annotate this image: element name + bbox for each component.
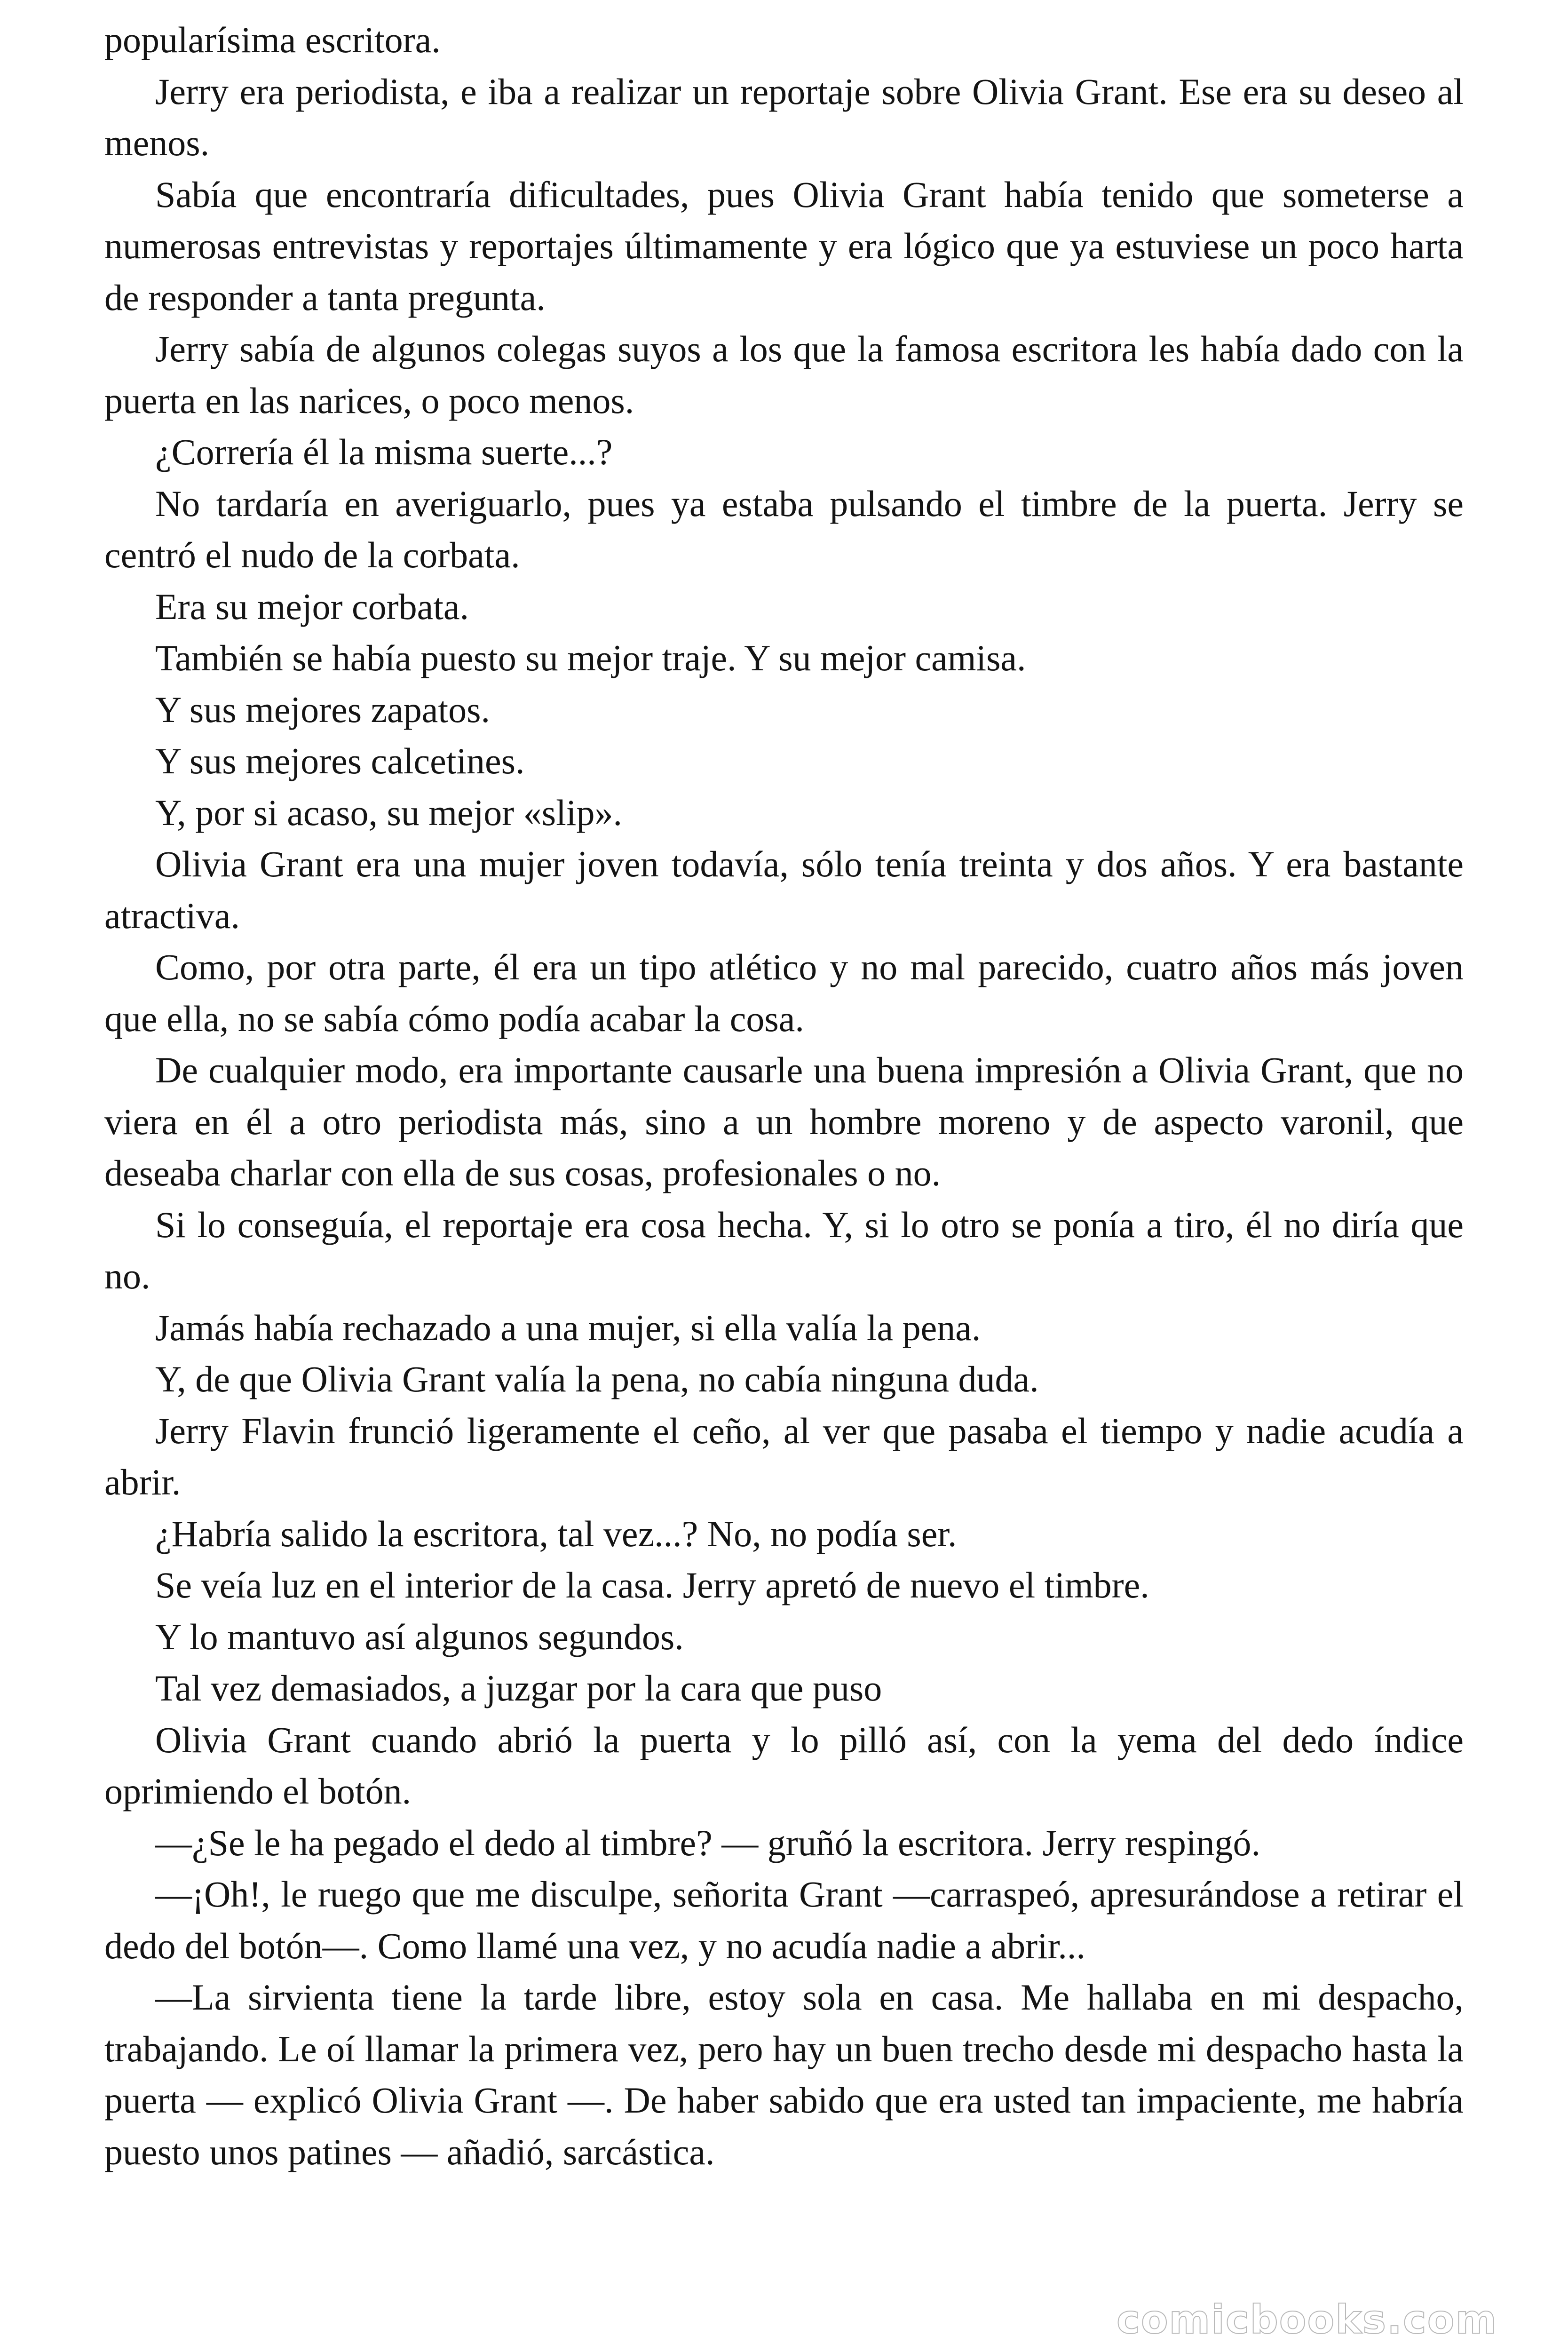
paragraph-18: Jerry Flavin frunció ligeramente el ceño, al ver que pasaba el tiempo y nadie acudía a abrir.	[104, 1410, 1464, 1502]
paragraph-22: Tal vez demasiados, a juzgar por la cara que puso	[155, 1668, 882, 1708]
paragraph-25: —¡Oh!, le ruego que me disculpe, señorita Grant —carraspeó, apresurándose a retirar el dedo del botón—. Como llamé una vez, y no acudía nadie a abrir...	[104, 1874, 1464, 1966]
paragraph-2: Jerry era periodista, e iba a realizar un reportaje sobre Olivia Grant. Ese era su deseo al menos.	[104, 71, 1464, 163]
paragraph-9: Y sus mejores zapatos.	[155, 689, 490, 730]
paragraph-24: —¿Se le ha pegado el dedo al timbre? — gruñó la escritora. Jerry respingó.	[155, 1822, 1261, 1863]
paragraph-15: Si lo conseguía, el reportaje era cosa hecha. Y, si lo otro se ponía a tiro, él no diría que no.	[104, 1204, 1464, 1296]
paragraph-5: ¿Correría él la misma suerte...?	[155, 431, 613, 472]
paragraph-6: No tardaría en averiguarlo, pues ya estaba pulsando el timbre de la puerta. Jerry se centró el nudo de la corbata.	[104, 483, 1464, 575]
paragraph-12: Olivia Grant era una mujer joven todavía, sólo tenía treinta y dos años. Y era bastante atractiva.	[104, 843, 1464, 936]
paragraph-13: Como, por otra parte, él era un tipo atlético y no mal parecido, cuatro años más joven que ella, no se sabía cómo podía acabar la cosa.	[104, 946, 1464, 1039]
paragraph-3: Sabía que encontraría dificultades, pues Olivia Grant había tenido que someterse a numerosas entrevistas y reportajes últimamente y era lógico que ya estuviese un poco harta de responder a tanta pregunta.	[104, 174, 1464, 318]
paragraph-23: Olivia Grant cuando abrió la puerta y lo pilló así, con la yema del dedo índice oprimiendo el botón.	[104, 1719, 1464, 1812]
document-page	[104, 14, 1464, 2177]
paragraph-21: Y lo mantuvo así algunos segundos.	[155, 1616, 684, 1657]
paragraph-11: Y, por si acaso, su mejor «slip».	[155, 792, 622, 833]
paragraph-1: popularísima escritora.	[104, 19, 441, 60]
watermark: comicbooks.com	[1117, 2296, 1497, 2343]
paragraph-19: ¿Habría salido la escritora, tal vez...? No, no podía ser.	[155, 1513, 957, 1554]
paragraph-8: También se había puesto su mejor traje. Y su mejor camisa.	[155, 637, 1026, 678]
paragraph-10: Y sus mejores calcetines.	[155, 740, 525, 781]
paragraph-17: Y, de que Olivia Grant valía la pena, no cabía ninguna duda.	[155, 1359, 1039, 1399]
paragraph-4: Jerry sabía de algunos colegas suyos a los que la famosa escritora les había dado con la puerta en las narices, o poco menos.	[104, 328, 1464, 421]
paragraph-7: Era su mejor corbata.	[155, 586, 469, 627]
paragraph-14: De cualquier modo, era importante causarle una buena impresión a Olivia Grant, que no viera en él a otro periodista más, sino a un hombre moreno y de aspecto varonil, que deseaba charlar con ella de sus cosas, profesionales o no.	[104, 1049, 1464, 1193]
paragraph-26: —La sirvienta tiene la tarde libre, estoy sola en casa. Me hallaba en mi despacho, trabajando. Le oí llamar la primera vez, pero hay un buen trecho desde mi despacho hasta la puerta — explicó Olivia Grant —. De haber sabido que era usted tan impaciente, me habría puesto unos patines — añadió, sarcástica.	[104, 1977, 1464, 2172]
paragraph-20: Se veía luz en el interior de la casa. Jerry apretó de nuevo el timbre.	[155, 1565, 1149, 1605]
paragraph-16: Jamás había rechazado a una mujer, si ella valía la pena.	[155, 1307, 981, 1348]
